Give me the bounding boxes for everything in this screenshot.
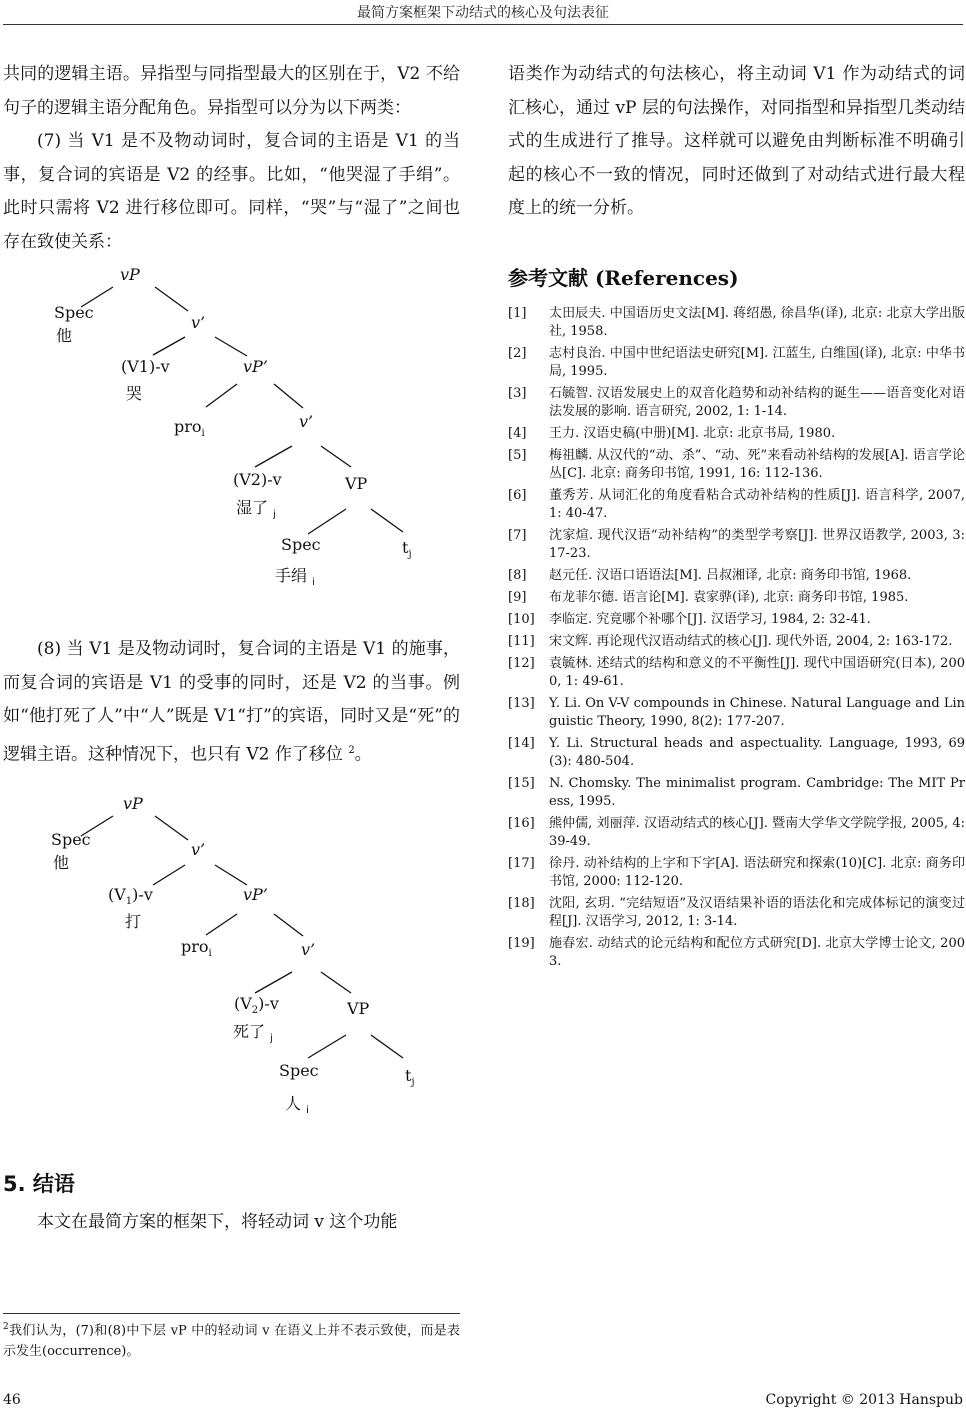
reference-number: [2] — [508, 345, 527, 361]
reference-text: N. Chomsky. The minimalist program. Cambridge: The MIT Press, 1995. — [549, 775, 965, 809]
tree-7-vbar-1: v’ — [191, 313, 206, 332]
reference-number: [7] — [508, 527, 527, 543]
reference-number: [3] — [508, 385, 527, 401]
footnote: $^2$我们认为，(7)和(8)中下层 vP 中的轻动词 v 在语义上并不表示致使，而是表示发生(occurrence)。 — [3, 1322, 460, 1360]
tree-8-vbar-1: v’ — [191, 839, 206, 859]
footnote-rule — [3, 1313, 460, 1314]
reference-item — [508, 735, 965, 771]
reference-text: Y. Li. On V-V compounds in Chinese. Natural Language and Linguistic Theory, 1990, 8(2): 177-207. — [549, 695, 965, 729]
section-title-conclusion: 5. 结语 — [3, 1171, 75, 1196]
reference-number: [14] — [508, 735, 535, 751]
reference-number: [11] — [508, 633, 535, 649]
syntax-tree-7 — [3, 259, 460, 629]
tree-7-pro: pro$_i$ — [174, 417, 205, 439]
tree-8-VP: VP — [347, 998, 370, 1018]
reference-number: [13] — [508, 695, 535, 711]
tree-8-object-word: 人 $_i$ — [285, 1093, 309, 1116]
tree-8-trace: $t_j$ — [405, 1065, 415, 1088]
tree-7-v1-word: 哭 — [126, 384, 143, 403]
reference-item — [508, 487, 965, 523]
reference-number: [18] — [508, 895, 535, 911]
running-header: 最简方案框架下动结式的核心及句法表征 — [357, 5, 609, 21]
reference-text: 董秀芳. 从词汇化的角度看粘合式动补结构的性质[J]. 语言科学, 2007, 1: 40-47. — [549, 487, 965, 521]
reference-item — [508, 815, 965, 851]
reference-text: 熊仲儒, 刘丽萍. 汉语动结式的核心[J]. 暨南大学华文学院学报, 2005, 4: 39-49. — [549, 815, 965, 849]
reference-item — [508, 775, 965, 811]
reference-text: 施春宏. 动结式的论元结构和配位方式研究[D]. 北京大学博士论文, 2003. — [549, 935, 965, 969]
tree-8-v2: $(V_2)-v$ — [234, 993, 279, 1016]
tree-8-vP: vP — [123, 793, 143, 813]
copyright: Copyright © 2013 Hanspub — [765, 1392, 963, 1408]
tree-7-vbar-2: v’ — [299, 412, 314, 431]
reference-number: [4] — [508, 425, 527, 441]
tree-8-v1: $(V_1)-v$ — [108, 884, 153, 907]
reference-text: 王力. 汉语史稿(中册)[M]. 北京: 北京书局, 1980. — [549, 425, 836, 441]
reference-item — [508, 567, 965, 585]
header-rule — [3, 24, 963, 25]
tree-8-v2-word: 死了 $_j$ — [233, 1021, 273, 1044]
syntax-tree-8 — [3, 790, 460, 1158]
tree-7-trace: $t_j$ — [402, 538, 412, 560]
tree-7-vP: vP — [120, 265, 140, 284]
reference-text: 李临定. 究竟哪个补哪个[J]. 汉语学习, 1984, 2: 32-41. — [549, 611, 871, 627]
reference-item — [508, 385, 965, 421]
reference-text: 沈阳, 玄玥. “完结短语”及汉语结果补语的语法化和完成体标记的演变过程[J]. 汉语学习, 2012, 1: 3-14. — [549, 895, 965, 929]
paragraph-example-8: (8) 当 V1 是及物动词时，复合词的主语是 V1 的施事，而复合词的宾语是 V1 的受事的同时，还是 V2 的当事。例如“他打死了人”中“人”既是 V1“打”的宾语，同时又是“死”的逻辑主语。这种情况下，也只有 V2 作了移位 $^2$。 — [3, 639, 460, 765]
reference-text: 石毓智. 汉语发展史上的双音化趋势和动补结构的诞生——语音变化对语法发展的影响. 语言研究, 2002, 1: 1-14. — [549, 385, 965, 419]
tree-8-spec: Spec — [51, 829, 91, 849]
tree-7-vPbar: vP’ — [243, 357, 268, 376]
references-title: 参考文献 (References) — [508, 265, 739, 290]
reference-item — [508, 589, 965, 607]
reference-number: [19] — [508, 935, 535, 951]
tree-7-v1: (V1)-v — [121, 357, 170, 376]
reference-item — [508, 527, 965, 563]
tree-7-spec-word: 他 — [56, 326, 73, 345]
paragraph-conclusion-start: 本文在最简方案的框架下，将轻动词 v 这个功能 — [37, 1211, 398, 1232]
paragraph-conclusion-continued: 语类作为动结式的句法核心，将主动词 V1 作为动结式的词汇核心，通过 vP 层的句法操作，对同指型和异指型几类动结式的生成进行了推导。这样就可以避免由判断标准不明确引起的核心不一致的情况，同时还做到了对动结式进行最大程度上的统一分析。 — [508, 64, 965, 218]
reference-item — [508, 447, 965, 483]
reference-item — [508, 695, 965, 731]
tree-8-spec-2: Spec — [279, 1060, 319, 1080]
reference-item — [508, 345, 965, 381]
reference-item — [508, 633, 965, 651]
page-number: 46 — [3, 1392, 21, 1408]
reference-item — [508, 655, 965, 691]
reference-text: 沈家煊. 现代汉语“动补结构”的类型学考察[J]. 世界汉语教学, 2003, 3: 17-23. — [549, 527, 965, 561]
references-list — [508, 305, 965, 971]
reference-number: [9] — [508, 589, 527, 605]
tree-7-v2-word: 湿了 $_j$ — [236, 498, 276, 520]
reference-text: 赵元任. 汉语口语语法[M]. 吕叔湘译, 北京: 商务印书馆, 1968. — [549, 567, 912, 583]
reference-number: [6] — [508, 487, 527, 503]
footnote-mark-2[interactable]: 2 — [348, 744, 355, 756]
reference-text: Y. Li. Structural heads and aspectuality. Language, 1993, 69(3): 480-504. — [549, 735, 965, 769]
tree-7-VP: VP — [345, 474, 368, 493]
left-column — [3, 58, 460, 1239]
tree-7-spec-2: Spec — [281, 535, 321, 554]
reference-text: 徐丹. 动补结构的上字和下字[A]. 语法研究和探索(10)[C]. 北京: 商务印书馆, 2000: 112-120. — [549, 855, 965, 889]
paragraph-example-7: (7) 当 V1 是不及物动词时，复合词的主语是 V1 的当事，复合词的宾语是 V2 的经事。比如，“他哭湿了手绢”。此时只需将 V2 进行移位即可。同样，“哭”与“湿了”之间也存在致使关系： — [3, 131, 460, 252]
reference-text: 太田辰夫. 中国语历史文法[M]. 蒋绍愚, 徐昌华(译), 北京: 北京大学出版社, 1958. — [549, 305, 965, 339]
reference-number: [16] — [508, 815, 535, 831]
paragraph-intro: 共同的逻辑主语。异指型与同指型最大的区别在于，V2 不给句子的逻辑主语分配角色。异指型可以分为以下两类： — [3, 64, 460, 118]
reference-number: [5] — [508, 447, 527, 463]
reference-text: 志村良治. 中国中世纪语法史研究[M]. 江蓝生, 白维国(译), 北京: 中华书局, 1995. — [549, 345, 965, 379]
tree-7-v2: (V2)-v — [233, 470, 282, 489]
tree-8-vPbar: vP’ — [243, 884, 268, 904]
reference-item — [508, 425, 965, 443]
tree-8-pro: pro$_i$ — [181, 936, 212, 959]
reference-text: 梅祖麟. 从汉代的“动、杀”、“动、死”来看动补结构的发展[A]. 语言学论丛[C]. 北京: 商务印书馆, 1991, 16: 112-136. — [549, 447, 965, 481]
tree-8-spec-word: 他 — [53, 852, 70, 872]
reference-number: [17] — [508, 855, 535, 871]
reference-item — [508, 895, 965, 931]
reference-number: [1] — [508, 305, 527, 321]
tree-8-v1-word: 打 — [125, 911, 142, 931]
reference-text: 布龙菲尔德. 语言论[M]. 袁家骅(译), 北京: 商务印书馆, 1985. — [549, 589, 909, 605]
reference-number: [8] — [508, 567, 527, 583]
reference-item — [508, 305, 965, 341]
reference-number: [15] — [508, 775, 535, 791]
reference-text: 袁毓林. 述结式的结构和意义的不平衡性[J]. 现代中国语研究(日本), 2000, 1: 49-61. — [549, 655, 965, 689]
tree-7-spec: Spec — [54, 303, 94, 322]
tree-7-object-word: 手绢 $_i$ — [275, 566, 315, 588]
right-column — [508, 58, 965, 975]
reference-text: 宋文辉. 再论现代汉语动结式的核心[J]. 现代外语, 2004, 2: 163-172. — [549, 633, 953, 649]
tree-8-vbar-2: v’ — [301, 939, 316, 959]
reference-item — [508, 855, 965, 891]
reference-item — [508, 611, 965, 629]
reference-number: [10] — [508, 611, 535, 627]
reference-item — [508, 935, 965, 971]
reference-number: [12] — [508, 655, 535, 671]
